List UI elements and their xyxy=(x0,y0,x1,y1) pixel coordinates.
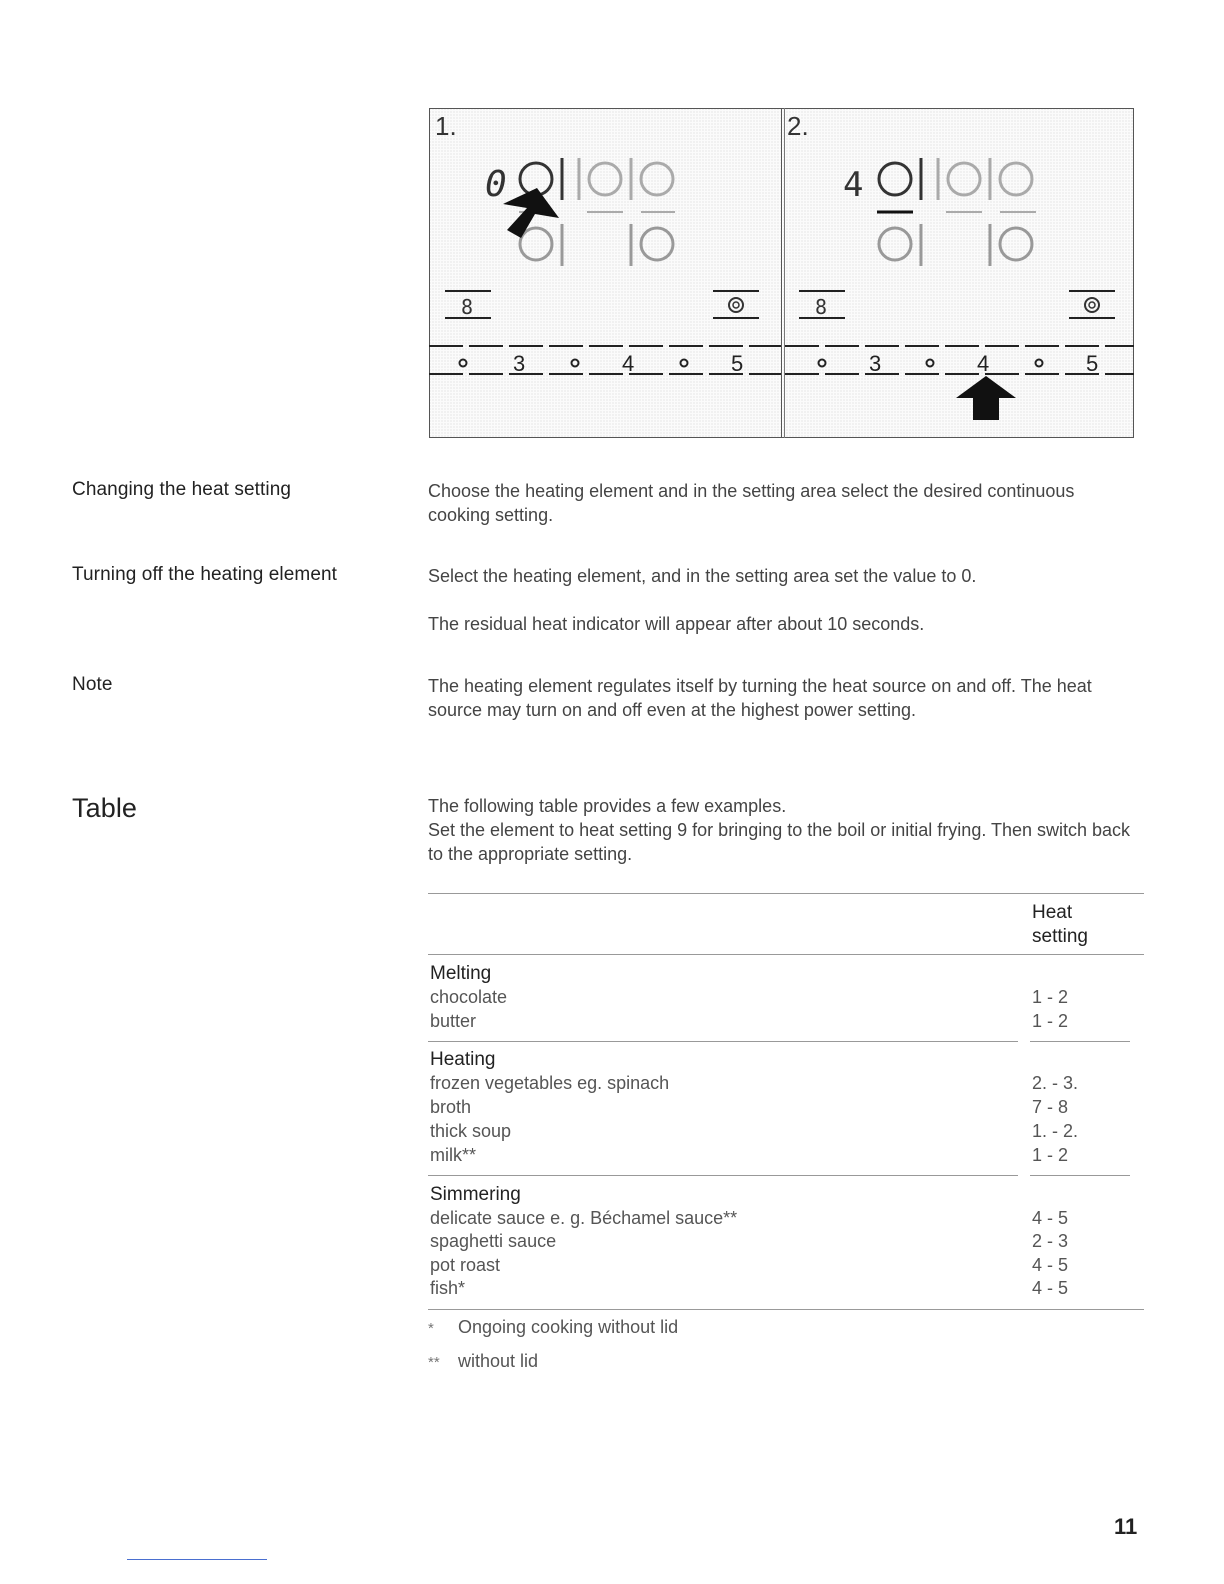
table-group-rule xyxy=(428,1041,1018,1042)
section-heading-table: Table xyxy=(72,793,138,823)
table-group-title: Melting xyxy=(430,963,492,984)
table-row-label: spaghetti sauce xyxy=(430,1231,557,1251)
panel-1-scale-label: 4 xyxy=(622,351,635,376)
page-number: 11 xyxy=(1114,1514,1138,1539)
table-group-rule xyxy=(428,1175,1018,1176)
section-text-turning-off xyxy=(428,564,1140,636)
table-row-value: 1 - 2 xyxy=(1032,987,1069,1007)
table-row-label: butter xyxy=(430,1011,477,1031)
paragraph: Set the element to heat setting 9 for bringing to the boil or initial frying. Then switch back to the appropriate setting. xyxy=(428,820,1131,864)
panel-1-number: 1. xyxy=(435,111,457,141)
table-row-value: 1. - 2. xyxy=(1032,1121,1079,1141)
table-group-rule xyxy=(1030,1175,1130,1176)
panel-2-number: 2. xyxy=(787,111,809,141)
section-heading-turning-off: Turning off the heating element xyxy=(72,564,338,585)
footnote xyxy=(428,1351,538,1372)
table-row-value: 4 - 5 xyxy=(1032,1255,1069,1275)
footnote xyxy=(428,1317,678,1338)
paragraph: Choose the heating element and in the setting area select the desired continuous cooking setting. xyxy=(428,481,1075,525)
panel-1-scale-label: 5 xyxy=(731,351,744,376)
section-heading-note: Note xyxy=(72,674,113,695)
panel-1-display-digit: 0 xyxy=(485,164,507,205)
table-row-value: 2. - 3. xyxy=(1032,1073,1079,1093)
table-row-label: broth xyxy=(430,1097,472,1117)
table-row-value: 2 - 3 xyxy=(1032,1231,1069,1251)
section-text-table xyxy=(428,794,1140,866)
svg-text:8: 8 xyxy=(815,295,828,319)
table-header-line: Heat xyxy=(1032,902,1073,923)
table-bottom-rule xyxy=(428,1309,1144,1310)
footnote-text: without lid xyxy=(458,1351,539,1371)
table-row-label: thick soup xyxy=(430,1121,512,1141)
table-row-value: 4 - 5 xyxy=(1032,1208,1069,1228)
cooktop-panels-svg xyxy=(429,108,1134,438)
table-row-label: pot roast xyxy=(430,1255,501,1275)
footnote-mark: * xyxy=(428,1320,434,1337)
table-row-label: chocolate xyxy=(430,987,508,1007)
table-header-line: setting xyxy=(1032,926,1088,947)
paragraph: Select the heating element, and in the setting area set the value to 0. xyxy=(428,566,977,586)
panel-2-display-digit: 4 xyxy=(843,165,864,205)
table-row-label: delicate sauce e. g. Béchamel sauce** xyxy=(430,1208,738,1228)
table-row-value: 7 - 8 xyxy=(1032,1097,1069,1117)
footnote-text: Ongoing cooking without lid xyxy=(458,1317,679,1337)
paragraph: The heating element regulates itself by turning the heat source on and off. The heat source may turn on and off even at the highest power setting. xyxy=(428,676,1092,720)
section-text-note xyxy=(428,674,1140,722)
panel-1-scale-label: 3 xyxy=(513,351,526,376)
table-row-label: milk** xyxy=(430,1145,477,1165)
panel-2-scale-label: 4 xyxy=(977,351,990,376)
paragraph: The residual heat indicator will appear after about 10 seconds. xyxy=(428,614,925,634)
panel-2-scale-label: 5 xyxy=(1086,351,1099,376)
table-row-label: frozen vegetables eg. spinach xyxy=(430,1073,670,1093)
section-heading-changing-heat: Changing the heat setting xyxy=(72,479,292,500)
table-row-value: 4 - 5 xyxy=(1032,1278,1069,1298)
table-row-value: 1 - 2 xyxy=(1032,1145,1069,1165)
table-group-title: Simmering xyxy=(430,1184,521,1205)
cooktop-control-illustration xyxy=(429,108,1134,438)
svg-text:8: 8 xyxy=(461,295,474,319)
table-group-title: Heating xyxy=(430,1049,496,1070)
table-top-rule xyxy=(428,893,1144,894)
bottom-link-underline xyxy=(127,1559,267,1560)
section-text-changing-heat xyxy=(428,479,1140,527)
table-group-rule xyxy=(1030,1041,1130,1042)
paragraph: The following table provides a few examples. xyxy=(428,796,787,816)
panel-2-scale-label: 3 xyxy=(869,351,882,376)
table-header xyxy=(1032,901,1088,949)
table-row-label: fish* xyxy=(430,1278,466,1298)
table-row-value: 1 - 2 xyxy=(1032,1011,1069,1031)
table-header-rule xyxy=(428,954,1144,955)
footnote-mark: ** xyxy=(428,1354,440,1371)
